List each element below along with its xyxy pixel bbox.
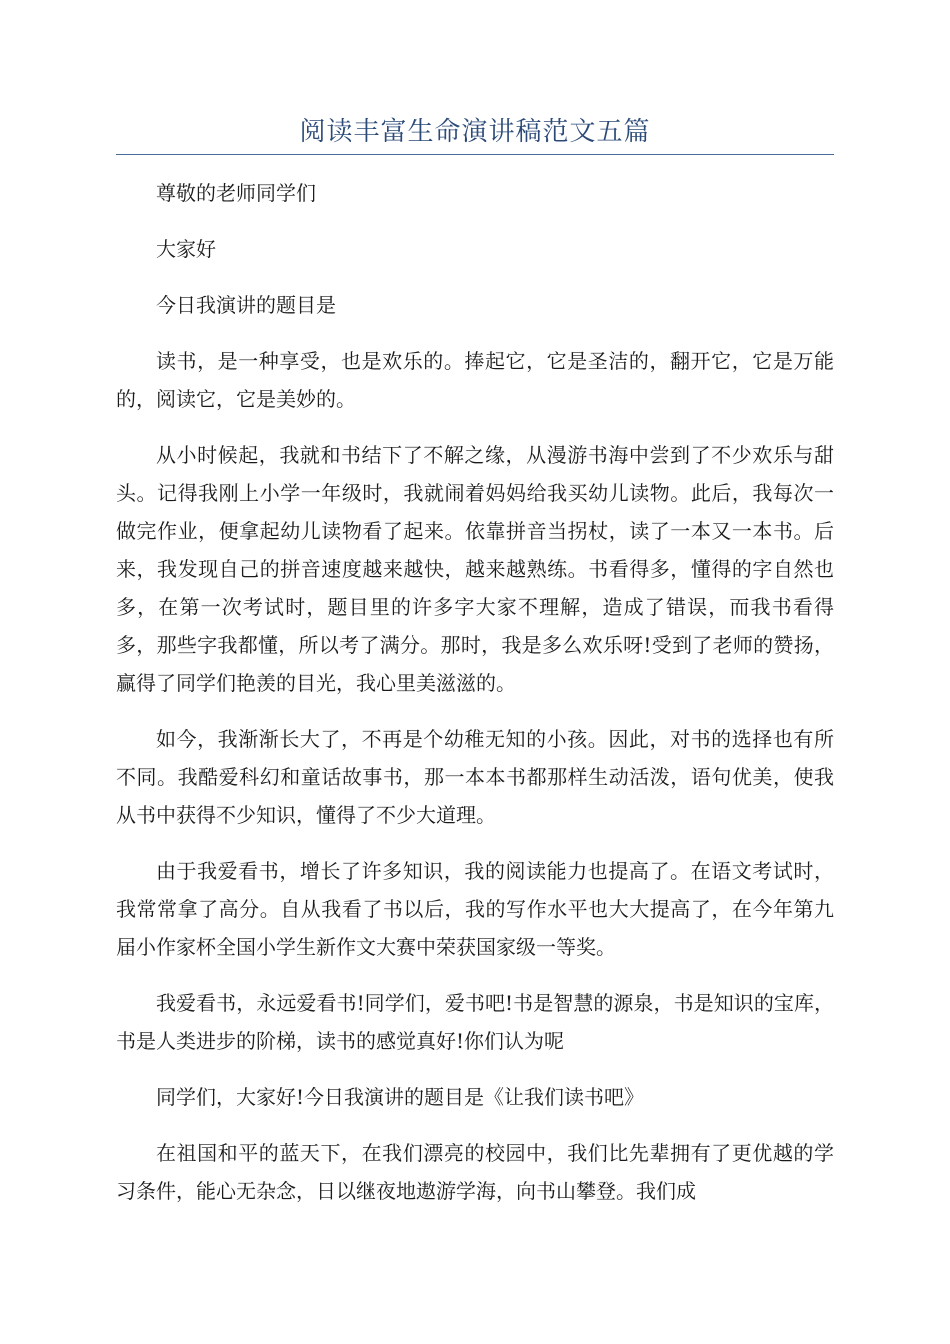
document-body: [116, 174, 834, 1228]
salutation: 尊敬的老师同学们: [156, 181, 316, 205]
paragraph: 由于我爱看书，增长了许多知识，我的阅读能力也提高了。在语文考试时，我常常拿了高分。自从我看了书以后，我的写作水平也大大提高了，在今年第九届小作家杯全国小学生新作文大赛中荣获国家级一等奖。: [116, 859, 834, 959]
paragraph: 同学们，大家好!今日我演讲的题目是《让我们读书吧》: [156, 1085, 645, 1109]
paragraph: 我爱看书，永远爱看书!同学们，爱书吧!书是智慧的源泉，书是知识的宝库，书是人类进步的阶梯，读书的感觉真好!你们认为呢: [116, 991, 834, 1053]
page-title: 阅读丰富生命演讲稿范文五篇: [299, 117, 651, 147]
title-divider: [116, 154, 834, 155]
topic-intro: 今日我演讲的题目是: [156, 293, 336, 317]
paragraph: 读书，是一种享受，也是欢乐的。捧起它，它是圣洁的，翻开它，它是万能的，阅读它，它是美妙的。: [116, 349, 834, 411]
paragraph: 从小时候起，我就和书结下了不解之缘，从漫游书海中尝到了不少欢乐与甜头。记得我刚上小学一年级时，我就闹着妈妈给我买幼儿读物。此后，我每次一做完作业，便拿起幼儿读物看了起来。依靠拼音当拐杖，读了一本又一本书。后来，我发现自己的拼音速度越来越快，越来越熟练。书看得多，懂得的字自然也多，在第一次考试时，题目里的许多字大家不理解，造成了错误，而我书看得多，那些字我都懂，所以考了满分。那时，我是多么欢乐呀!受到了老师的赞扬，赢得了同学们艳羡的目光，我心里美滋滋的。: [116, 443, 834, 695]
greeting: 大家好: [156, 237, 216, 261]
paragraph: 如今，我渐渐长大了，不再是个幼稚无知的小孩。因此，对书的选择也有所不同。我酷爱科幻和童话故事书，那一本本书都那样生动活泼，语句优美，使我从书中获得不少知识，懂得了不少大道理。: [116, 727, 834, 827]
paragraph: 在祖国和平的蓝天下，在我们漂亮的校园中，我们比先辈拥有了更优越的学习条件，能心无杂念，日以继夜地遨游学海，向书山攀登。我们成: [116, 1141, 834, 1203]
